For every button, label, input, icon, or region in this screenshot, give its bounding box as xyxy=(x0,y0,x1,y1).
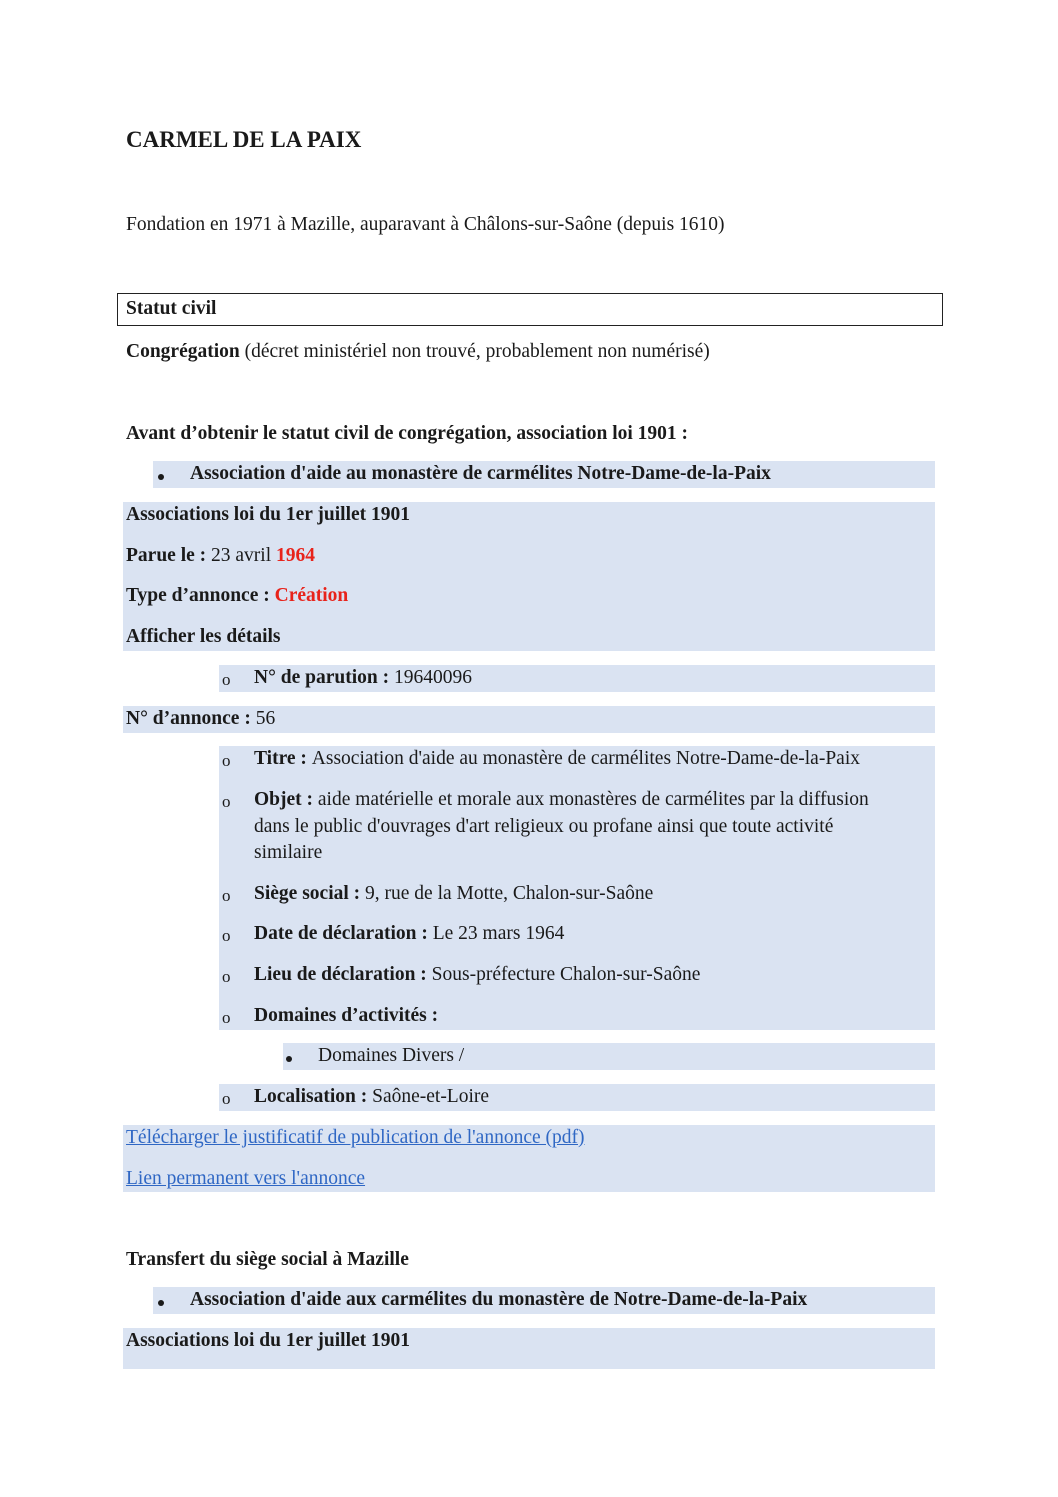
objet-label: Objet : xyxy=(254,789,318,810)
date-decl-label: Date de déclaration : xyxy=(254,923,433,944)
parue-year: 1964 xyxy=(276,545,315,566)
intro-text: Fondation en 1971 à Mazille, auparavant à Châlons-sur-Saône (depuis 1610) xyxy=(126,214,725,235)
statut-civil-heading: Statut civil xyxy=(126,298,217,319)
annonce-label: N° d’annonce : xyxy=(126,708,256,729)
download-pdf-link[interactable]: Télécharger le justificatif de publication de l'annonce (pdf) xyxy=(126,1127,585,1148)
bullet-icon xyxy=(286,1056,292,1062)
domaines-item: Domaines Divers / xyxy=(318,1045,465,1066)
parution-value: 19640096 xyxy=(393,667,472,688)
circle-bullet-icon: o xyxy=(222,967,231,986)
circle-bullet-icon: o xyxy=(222,886,231,905)
objet-line-1 xyxy=(254,788,869,812)
afficher-details[interactable]: Afficher les détails xyxy=(126,626,281,647)
annonce-line xyxy=(126,707,275,731)
lieu-decl-value: Sous-préfecture Chalon-sur-Saône xyxy=(431,964,701,985)
page-title: CARMEL DE LA PAIX xyxy=(126,127,362,152)
lieu-decl-line xyxy=(254,963,700,987)
parution-line xyxy=(254,666,472,690)
localisation-value: Saône-et-Loire xyxy=(372,1086,490,1107)
parue-date: 23 avril xyxy=(211,545,276,566)
assoc2-name: Association d'aide aux carmélites du monastère de Notre-Dame-de-la-Paix xyxy=(190,1289,808,1310)
bullet-icon xyxy=(158,474,164,480)
titre-line xyxy=(254,747,860,771)
titre-label: Titre : xyxy=(254,748,312,769)
assoc1-name: Association d'aide au monastère de carmélites Notre-Dame-de-la-Paix xyxy=(190,463,771,484)
domaines-label: Domaines d’activités : xyxy=(254,1005,439,1026)
circle-bullet-icon: o xyxy=(222,1089,231,1108)
circle-bullet-icon: o xyxy=(222,792,231,811)
permalink-link[interactable]: Lien permanent vers l'annonce xyxy=(126,1168,366,1189)
parue-label: Parue le : xyxy=(126,545,212,566)
siege-label: Siège social : xyxy=(254,883,366,904)
congregation-line xyxy=(126,340,710,364)
titre-value: Association d'aide au monastère de carmélites Notre-Dame-de-la-Paix xyxy=(311,748,860,769)
transfert-heading: Transfert du siège social à Mazille xyxy=(126,1249,409,1270)
siege-value: 9, rue de la Motte, Chalon-sur-Saône xyxy=(365,883,654,904)
localisation-line xyxy=(254,1085,489,1109)
type-value: Création xyxy=(274,585,349,606)
circle-bullet-icon: o xyxy=(222,751,231,770)
circle-bullet-icon: o xyxy=(222,926,231,945)
parution-label: N° de parution : xyxy=(254,667,394,688)
assoc2-loi: Associations loi du 1er juillet 1901 xyxy=(126,1330,411,1351)
localisation-label: Localisation : xyxy=(254,1086,373,1107)
assoc1-loi: Associations loi du 1er juillet 1901 xyxy=(126,504,411,525)
objet-line-3: similaire xyxy=(254,842,323,863)
annonce-value: 56 xyxy=(255,708,276,729)
siege-line xyxy=(254,882,653,906)
circle-bullet-icon: o xyxy=(222,670,231,689)
congregation-label: Congrégation xyxy=(126,341,240,362)
type-line xyxy=(126,584,348,608)
circle-bullet-icon: o xyxy=(222,1008,231,1027)
type-label: Type d’annonce : xyxy=(126,585,275,606)
avant-heading: Avant d’obtenir le statut civil de congrégation, association loi 1901 : xyxy=(126,423,689,444)
objet-value-1: aide matérielle et morale aux monastères de carmélites par la diffusion xyxy=(317,789,869,810)
objet-line-2: dans le public d'ouvrages d'art religieux ou profane ainsi que toute activité xyxy=(254,816,834,837)
date-decl-value: Le 23 mars 1964 xyxy=(432,923,565,944)
congregation-text: (décret ministériel non trouvé, probablement non numérisé) xyxy=(239,341,710,362)
lieu-decl-label: Lieu de déclaration : xyxy=(254,964,432,985)
date-decl-line xyxy=(254,922,564,946)
parue-line xyxy=(126,544,315,568)
bullet-icon xyxy=(158,1300,164,1306)
statut-civil-box xyxy=(117,293,943,326)
